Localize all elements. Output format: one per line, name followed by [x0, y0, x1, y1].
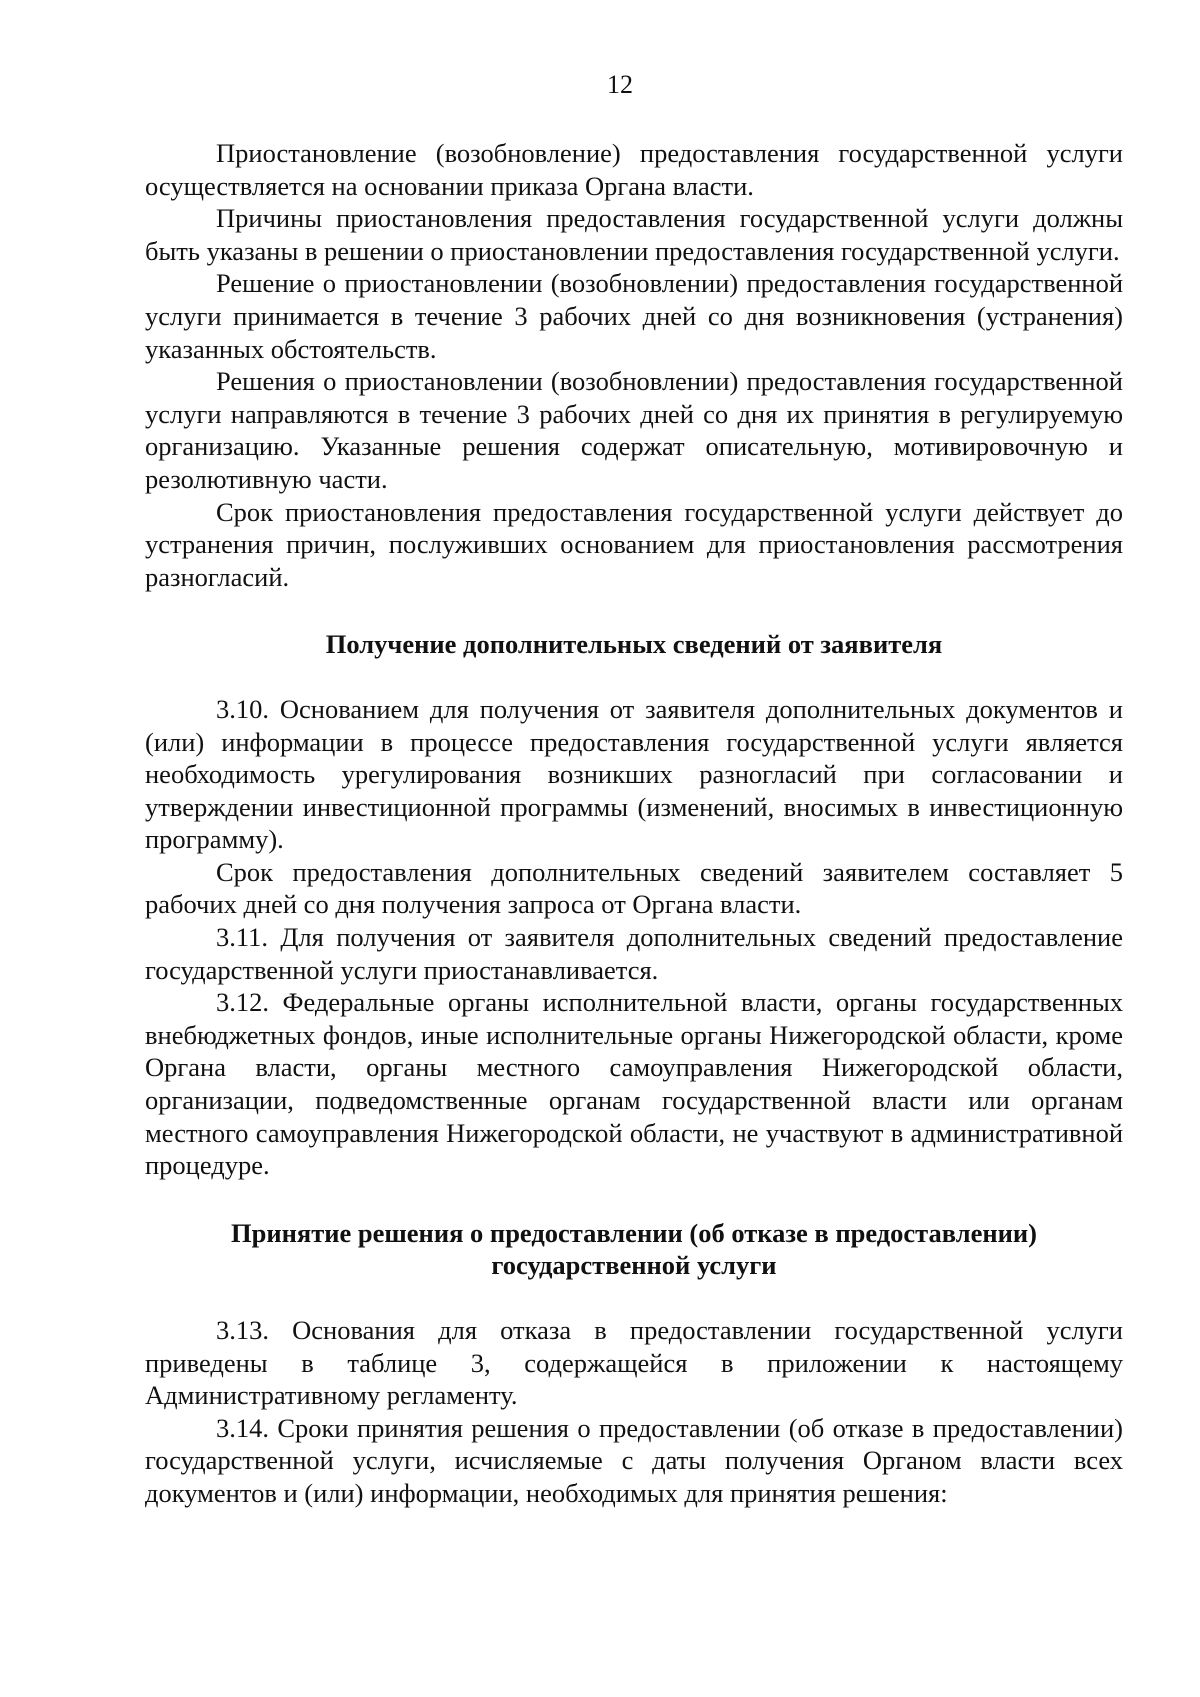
paragraph-suspension-duration: Срок приостановления предоставления государственной услуги действует до устранения причин, послуживших основанием для приостановления рассмотрения разногласий. — [145, 496, 1123, 592]
paragraph-suspension-basis: Приостановление (возобновление) предоставления государственной услуги осуществляется на основании приказа Органа власти. — [145, 138, 1123, 201]
paragraph-3-11: 3.11. Для получения от заявителя дополнительных сведений предоставление государственной услуги приостанавливается. — [145, 922, 1123, 985]
paragraph-3-10: 3.10. Основанием для получения от заявителя дополнительных документов и (или) информации в процессе предоставления государственной услуги является необходимость урегулирования возникших разногласий при согласовании и утверждении инвестиционной программы (изменений, вносимых в инвестиционную программу). — [145, 693, 1123, 855]
section-heading-decision-line-1: Принятие решения о предоставлении (об отказе в предоставлении) — [231, 1217, 1037, 1248]
document-body — [145, 137, 1123, 1510]
paragraph-suspension-reasons: Причины приостановления предоставления государственной услуги должны быть указаны в решении о приостановлении предоставления государственной услуги. — [145, 203, 1123, 266]
paragraph-suspension-decision-delivery: Решения о приостановлении (возобновлении) предоставления государственной услуги направляются в течение 3 рабочих дней со дня их принятия в регулируемую организацию. Указанные решения содержат описательную, мотивировочную и резолютивную части. — [145, 366, 1123, 494]
section-heading-decision — [145, 1217, 1123, 1282]
paragraph-suspension-decision-term: Решение о приостановлении (возобновлении) предоставления государственной услуги принимается в течение 3 рабочих дней со дня возникновения (устранения) указанных обстоятельств. — [145, 268, 1123, 364]
paragraph-3-12: 3.12. Федеральные органы исполнительной власти, органы государственных внебюджетных фондов, иные исполнительные органы Нижегородской области, кроме Органа власти, органы местного самоуправления Нижегородской области, организации, подведомственные органам государственной власти или органам местного самоуправления Нижегородской области, не участвуют в административной процедуре. — [145, 987, 1123, 1181]
page-number: 12 — [607, 70, 633, 99]
spacer — [145, 1182, 1123, 1217]
spacer — [145, 661, 1123, 693]
spacer — [145, 593, 1123, 628]
paragraph-3-14: 3.14. Сроки принятия решения о предоставлении (об отказе в предоставлении) государственной услуги, исчисляемые с даты получения Органом власти всех документов и (или) информации, необходимых для принятия решения: — [145, 1412, 1123, 1508]
paragraph-3-13: 3.13. Основания для отказа в предоставлении государственной услуги приведены в таблице 3, содержащейся в приложении к настоящему Административному регламенту. — [145, 1315, 1123, 1411]
section-heading-decision-line-2: государственной услуги — [491, 1250, 777, 1281]
paragraph-additional-info-term: Срок предоставления дополнительных сведений заявителем составляет 5 рабочих дней со дня получения запроса от Органа власти. — [145, 856, 1123, 920]
section-heading-additional-info: Получение дополнительных сведений от заявителя — [325, 629, 943, 660]
spacer — [145, 1282, 1123, 1314]
